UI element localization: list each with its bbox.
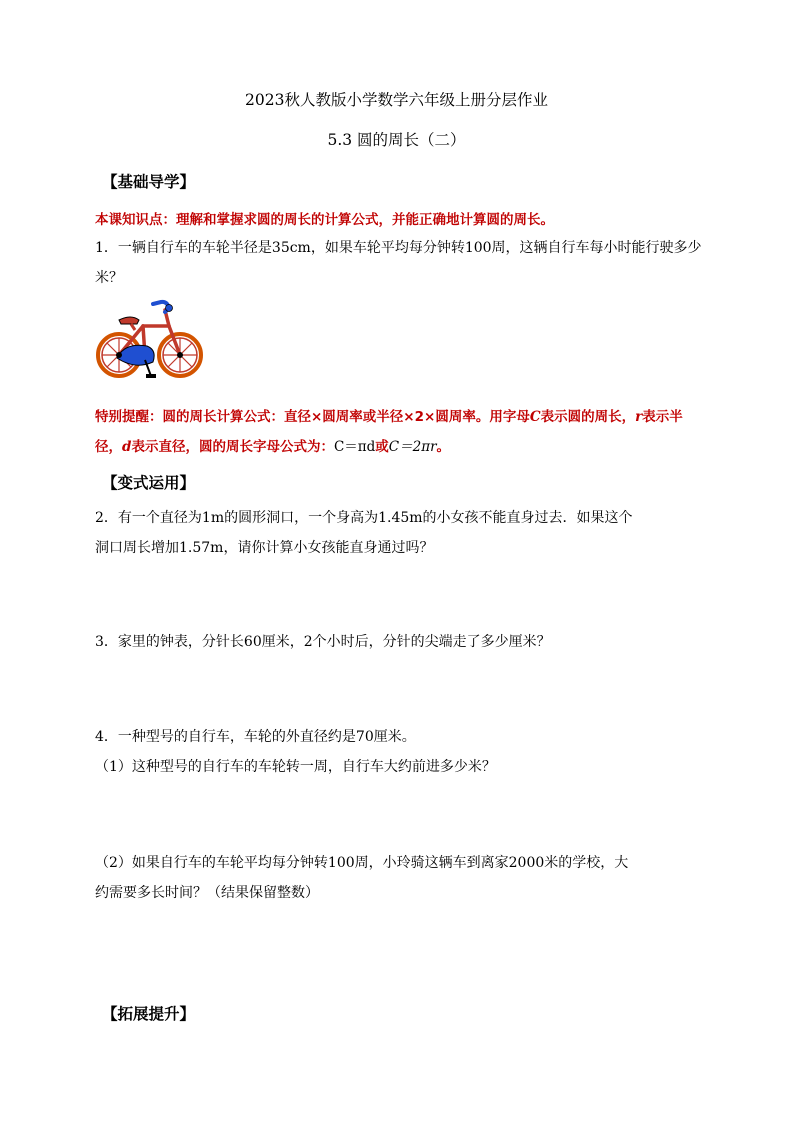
tip-text-2: 表示圆的周长， xyxy=(540,409,636,425)
tip-text-4: 径， xyxy=(95,439,122,455)
special-tip-line-1 xyxy=(95,402,705,432)
special-tip-line-2 xyxy=(95,432,705,462)
question-4-part-2-line-1: （2）如果自行车的车轮平均每分钟转100周，小玲骑这辆车到离家2000米的学校，大 xyxy=(95,855,629,871)
question-2-line-2: 洞口周长增加1.57m，请你计算小女孩能直身通过吗？ xyxy=(95,540,434,556)
section-extend-heading: 【拓展提升】 xyxy=(102,1005,196,1023)
knowledge-point: 本课知识点：理解和掌握求圆的周长的计算公式，并能正确地计算圆的周长。 xyxy=(95,212,554,228)
tip-text-7: 。 xyxy=(436,439,451,455)
question-4: 4．一种型号的自行车，车轮的外直径约是70厘米。 xyxy=(95,729,416,745)
question-4-part-2 xyxy=(95,848,705,908)
section-basic-heading: 【基础导学】 xyxy=(102,173,196,191)
tip-text-1: 特别提醒：圆的周长计算公式：直径×圆周率或半径×2×圆周率。用字母 xyxy=(95,409,530,425)
tip-formula-1: C＝πd xyxy=(333,439,376,455)
tip-symbol-r: r xyxy=(635,409,643,425)
worksheet-title: 2023秋人教版小学数学六年级上册分层作业 xyxy=(245,91,548,109)
question-2-line-1: 2．有一个直径为1m的圆形洞口，一个身高为1.45m的小女孩不能直身过去．如果这个 xyxy=(95,510,633,526)
question-1-line-1: 1．一辆自行车的车轮半径是35cm，如果车轮平均每分钟转100周，这辆自行车每小时能行驶多少 xyxy=(95,240,702,256)
question-4-part-2-line-2: 约需要多长时间？（结果保留整数） xyxy=(95,885,319,901)
tip-symbol-d: d xyxy=(122,439,132,455)
section-variant-heading: 【变式运用】 xyxy=(102,474,196,492)
tip-text-3: 表示半 xyxy=(642,409,683,425)
special-tip xyxy=(95,402,705,462)
lesson-subtitle: 5.3 圆的周长（二） xyxy=(327,131,466,149)
question-1 xyxy=(95,233,705,293)
question-3: 3．家里的钟表，分针长60厘米，2个小时后，分针的尖端走了多少厘米？ xyxy=(95,634,551,650)
question-1-line-2: 米？ xyxy=(95,270,123,286)
tip-symbol-c: C xyxy=(529,409,541,425)
tip-text-5: 表示直径，圆的周长字母公式为： xyxy=(131,439,334,455)
question-4-part-1: （1）这种型号的自行车的车轮转一周，自行车大约前进多少米？ xyxy=(95,759,496,775)
question-2 xyxy=(95,503,705,563)
tip-formula-2: C＝2πr xyxy=(388,439,437,455)
bicycle-icon xyxy=(95,298,207,393)
tip-text-6: 或 xyxy=(375,439,389,455)
